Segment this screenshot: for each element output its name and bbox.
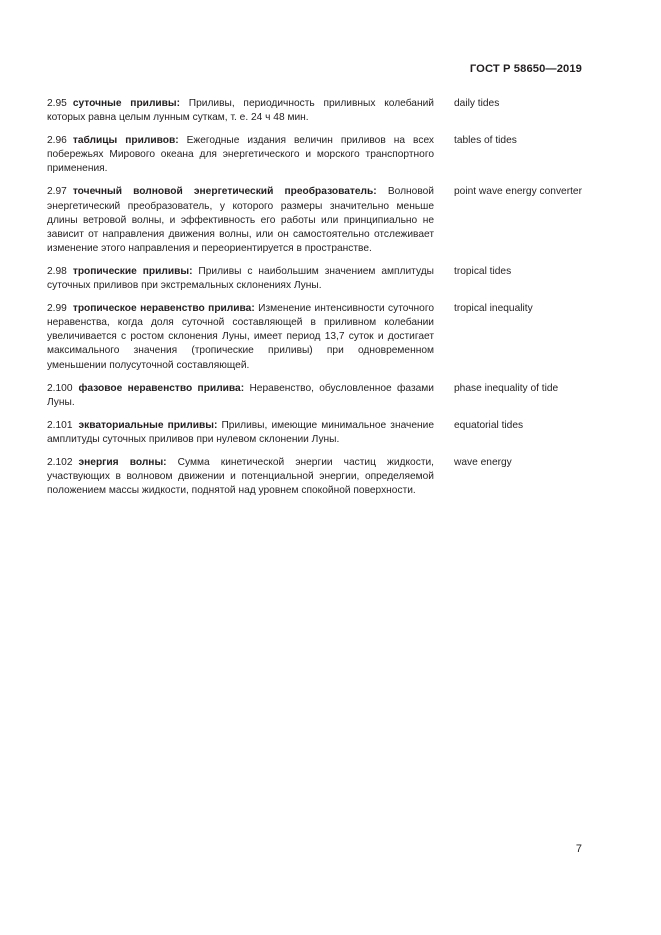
term-name: тропические приливы: [72, 265, 193, 277]
term-name: суточные приливы: [72, 98, 181, 109]
term-entry [47, 382, 587, 410]
term-english: daily tides [454, 98, 500, 109]
term-english: point wave energy converter [454, 186, 582, 198]
term-english: tables of tides [454, 135, 517, 147]
term-entry [47, 419, 587, 447]
term-number: 2.102 [47, 456, 73, 468]
term-number: 2.98 [47, 265, 67, 277]
term-entry [47, 97, 587, 125]
term-english: tropical inequality [454, 303, 533, 315]
term-entry [47, 265, 587, 293]
term-definition: Волновой энергетический преобразователь, у которого размеры значительно меньше длины ветровой волны, и эффективность его работы или принципиально не зависит от направления движения волны, или он самостоятельно отслеживает изменение этого направления и переориентируется в пространстве. [47, 186, 434, 254]
term-entry [47, 134, 587, 176]
term-name: таблицы приливов: [72, 135, 179, 147]
term-russian [47, 419, 434, 447]
term-english: phase inequality of tide [454, 382, 559, 394]
term-russian [47, 382, 434, 410]
term-number: 2.99 [47, 303, 67, 315]
term-english: equatorial tides [454, 419, 524, 431]
term-definition: Ежегодные издания величин приливов на всех побережьях Мирового океана для энергетического и морского транспортного применения. [47, 135, 434, 175]
terms-list [47, 97, 587, 507]
term-russian [47, 302, 434, 372]
term-english: wave energy [454, 456, 512, 468]
term-entry [47, 456, 587, 498]
term-russian [47, 134, 434, 176]
term-name: фазовое неравенство прилива: [78, 382, 245, 394]
page-number: 7 [575, 843, 582, 855]
term-number: 2.101 [47, 419, 73, 431]
term-name: тропическое неравенство прилива: [72, 303, 255, 315]
term-russian [47, 456, 434, 498]
term-definition: Неравенство, обусловленное фазами Луны. [47, 382, 434, 408]
term-number: 2.95 [47, 98, 67, 109]
term-russian [47, 185, 434, 255]
term-entry [47, 302, 587, 372]
term-english: tropical tides [454, 265, 512, 277]
document-header: ГОСТ Р 58650—2019 [469, 63, 582, 75]
term-number: 2.100 [47, 382, 73, 394]
term-definition: Изменение интенсивности суточного неравенства, когда доля суточной составляющей в приливном колебании увеличивается с ростом склонения Луны, имеет период 13,7 суток и достигает максимального значения (тропические приливы) при одновременном уменьшении полусуточной составляющей. [47, 303, 434, 371]
term-russian [47, 265, 434, 293]
term-definition: Приливы, периодичность приливных колебаний которых равна целым лунным суткам, т. е. 24 ч 48 мин. [47, 98, 434, 124]
term-definition: Сумма кинетической энергии частиц жидкости, участвующих в волновом движении и потенциальной энергии, определяемой положением массы жидкости, поднятой над уровнем спокойной поверхности. [47, 456, 435, 497]
term-russian [47, 97, 434, 125]
term-number: 2.96 [47, 135, 67, 147]
term-number: 2.97 [47, 186, 67, 198]
term-definition: Приливы, имеющие минимальное значение амплитуды суточных приливов при нулевом склонении Луны. [47, 419, 434, 445]
term-definition: Приливы с наибольшим значением амплитуды суточных приливов при экстремальных склонениях Луны. [47, 265, 434, 292]
term-name: точечный волновой энергетический преобразователь: [72, 186, 377, 198]
term-entry [47, 185, 587, 255]
term-name: энергия волны: [78, 456, 167, 468]
term-name: экваториальные приливы: [78, 419, 218, 431]
